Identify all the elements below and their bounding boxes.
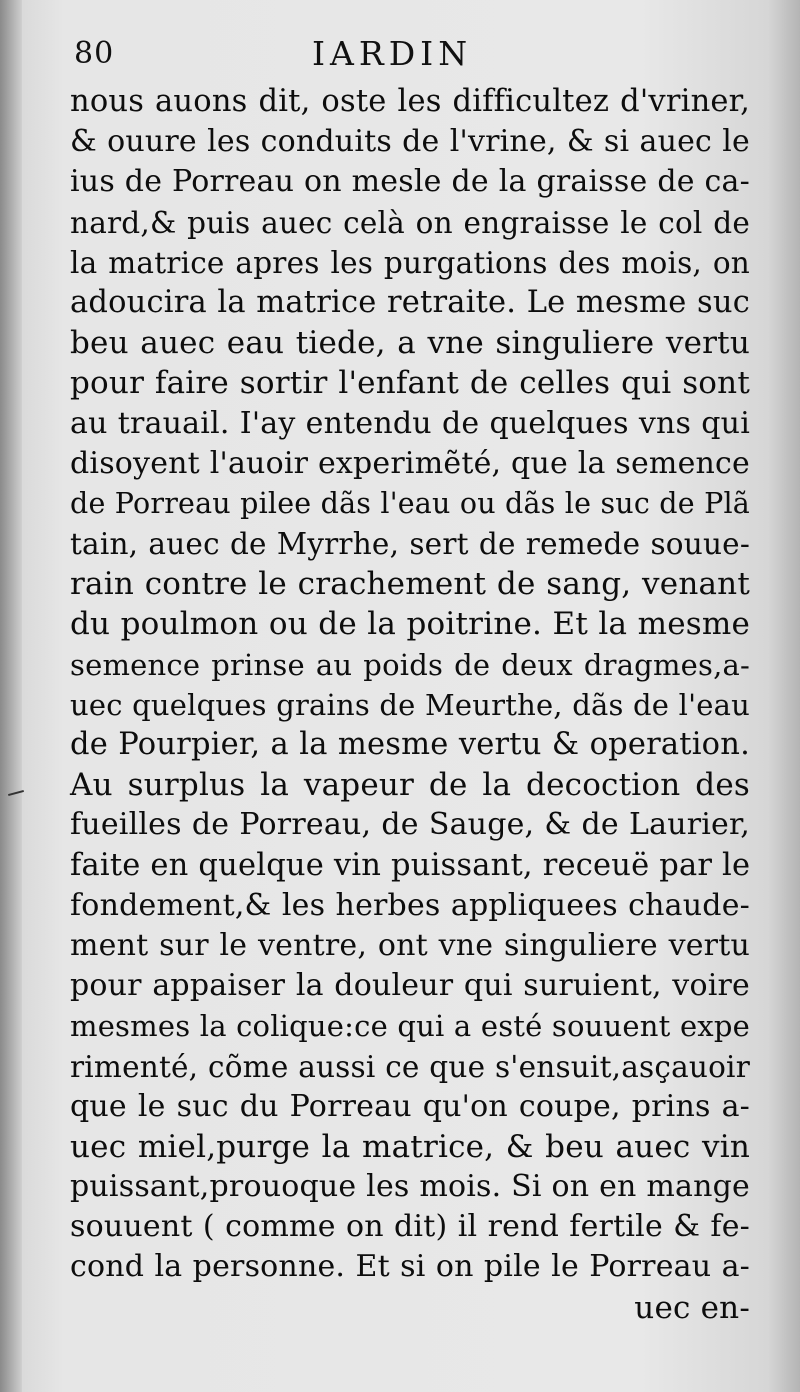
text-line: de Pourpier, a la mesme vertu & operation. <box>70 727 750 762</box>
text-line: la matrice apres les purgations des mois, on <box>70 245 750 280</box>
text-line: faite en quelque vin puissant, receuë par le <box>70 847 751 883</box>
text-line: nard,& puis auec celà on engraisse le col de <box>70 205 750 240</box>
text-line: semence prinse au poids de deux dragmes,a- <box>70 647 750 682</box>
text-line: fondement,& les herbes appliquees chaude- <box>70 887 750 923</box>
text-line: adoucira la matrice retraite. Le mesme suc <box>70 284 750 320</box>
text-line: pour appaiser la douleur qui suruient, voire <box>70 968 750 1004</box>
text-line: rimenté, cõme aussi ce que s'ensuit,asçauoir <box>70 1049 750 1084</box>
text-line: beu auec eau tiede, a vne singuliere vertu <box>70 325 750 362</box>
text-line: disoyent l'auoir experimẽté, que la semence <box>70 445 750 481</box>
text-line: ment sur le ventre, ont vne singuliere vertu <box>70 927 750 963</box>
text-line: mesmes la colique:ce qui a esté souuent expe <box>70 1009 750 1044</box>
text-line: fueilles de Porreau, de Sauge, & de Laurier, <box>70 807 750 843</box>
page-gutter-shadow <box>0 0 22 1392</box>
running-title: IARDIN <box>312 34 473 73</box>
text-line: Au surplus la vapeur de la decoction des <box>70 767 750 804</box>
text-line: au trauail. I'ay entendu de quelques vns qui <box>70 405 750 441</box>
text-line: ius de Porreau on mesle de la graisse de ca- <box>70 164 750 200</box>
page-header <box>74 28 734 76</box>
page-number: 80 <box>74 36 115 71</box>
text-line: nous auons dit, oste les difficultez d'vriner, <box>70 84 750 119</box>
catchword: uec en- <box>634 1289 750 1326</box>
text-line: souuent ( comme on dit) il rend fertile & fe- <box>70 1209 750 1245</box>
body-text <box>70 82 750 1328</box>
text-line: rain contre le crachement de sang, venant <box>70 566 750 603</box>
text-line: tain, auec de Myrrhe, sert de remede souue- <box>70 527 750 562</box>
text-line: de Porreau pilee dãs l'eau ou dãs le suc de Plã <box>70 486 750 520</box>
text-line: uec miel,purge la matrice, & beu auec vin <box>70 1128 750 1165</box>
text-line: puissant,prouoque les mois. Si on en mange <box>70 1169 750 1205</box>
text-line: & ouure les conduits de l'vrine, & si auec le <box>70 124 750 160</box>
text-line: pour faire sortir l'enfant de celles qui sont <box>70 365 750 402</box>
text-line: uec quelques grains de Meurthe, dãs de l'eau <box>70 687 750 722</box>
text-line: du poulmon ou de la poitrine. Et la mesme <box>70 606 750 643</box>
text-line: cond la personne. Et si on pile le Porreau a- <box>70 1249 750 1285</box>
text-line: que le suc du Porreau qu'on coupe, prins a- <box>70 1088 750 1124</box>
